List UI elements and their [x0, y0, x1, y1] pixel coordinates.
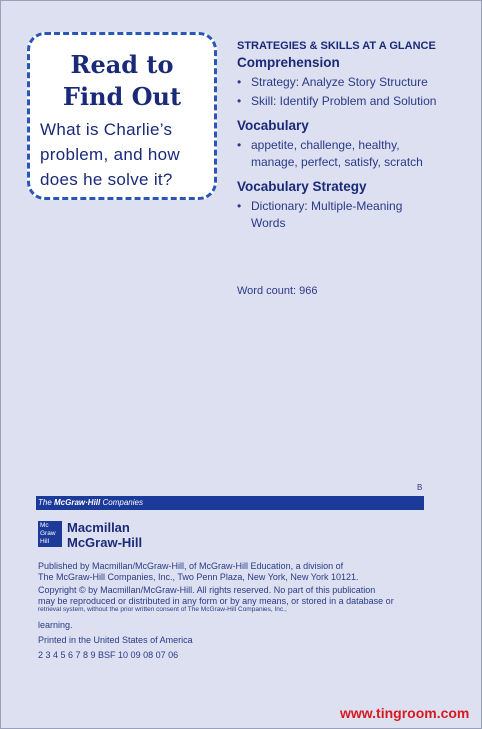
page-letter: B [417, 483, 423, 492]
watermark: www.tingroom.com [340, 705, 470, 721]
vocabulary-heading: Vocabulary [237, 118, 309, 133]
skills-panel [237, 38, 467, 232]
comprehension-heading: Comprehension [237, 55, 340, 70]
printing-numbers: 2 3 4 5 6 7 8 9 BSF 10 09 08 07 06 [38, 650, 179, 660]
learning-text: learning. [38, 620, 73, 630]
vocabulary-item: • appetite, challenge, healthy, manage, perfect, satisfy, scratch [237, 137, 467, 171]
skills-heading: STRATEGIES & SKILLS AT A GLANCE [237, 40, 436, 52]
company-banner-text: The McGraw·Hill Companies [38, 498, 143, 507]
word-count: Word count: 966 [237, 285, 318, 297]
copyright-text: Copyright © by Macmillan/McGraw-Hill. All rights reserved. No part of this publication may be reproduced or distributed in any form or by any means, or stored in a database or [38, 585, 394, 606]
read-to-find-out-box [27, 32, 217, 200]
read-to-find-out-title: Read to Find Out [62, 50, 182, 111]
printed-in-text: Printed in the United States of America [38, 635, 193, 645]
comprehension-item: • Skill: Identify Problem and Solution [237, 93, 467, 110]
vocabulary-strategy-item: • Dictionary: Multiple-Meaning Words [237, 198, 467, 232]
mcgraw-hill-logo: Mc Graw Hill [38, 521, 62, 547]
published-by-text: Published by Macmillan/McGraw-Hill, of McGraw-Hill Education, a division of The McGraw-Hill Companies, Inc., Two Penn Plaza, New York, New York 10121. [38, 561, 359, 582]
vocabulary-strategy-heading: Vocabulary Strategy [237, 179, 367, 194]
read-question: What is Charlie’s problem, and how does he solve it? [40, 120, 180, 189]
publisher-name: Macmillan McGraw-Hill [67, 520, 143, 550]
comprehension-item: • Strategy: Analyze Story Structure [237, 74, 467, 91]
copyright-small-print: retrieval system, without the prior written consent of The McGraw-Hill Companies, Inc., [38, 606, 287, 613]
